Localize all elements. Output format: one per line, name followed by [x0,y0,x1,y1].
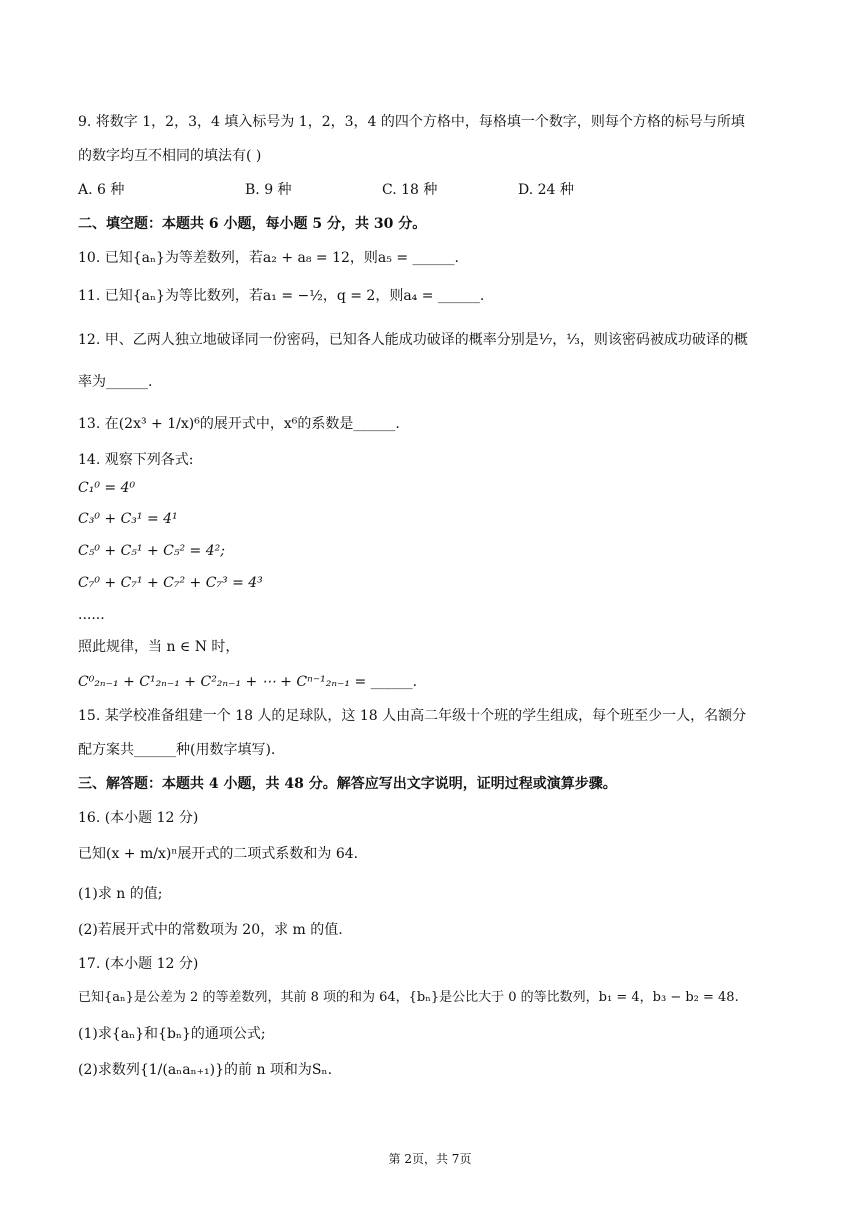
q11: 11. 已知{aₙ}为等比数列，若a₁ = −½，q = 2，则a₄ = ______. [78,288,485,304]
q14-dots: ...... [78,607,105,623]
q9-line2: 的数字均互不相同的填法有( ) [78,148,262,164]
q15-line2: 配方案共______种(用数字填写). [78,742,276,758]
q9-option-c: C. 18 种 [382,182,438,198]
q13: 13. 在(2x³ + 1/x)⁶的展开式中，x⁶的系数是______. [78,416,400,432]
q16-part1: (1)求 n 的值; [78,886,163,902]
q9-line1: 9. 将数字 1，2，3，4 填入标号为 1，2，3，4 的四个方格中，每格填一个数字，则每个方格的标号与所填 [78,114,745,130]
q14-eq2: C₃⁰ + C₃¹ = 4¹ [78,511,178,527]
q14-eq4: C₇⁰ + C₇¹ + C₇² + C₇³ = 4³ [78,575,263,591]
q9-option-a: A. 6 种 [78,182,125,198]
q14-general: C⁰₂ₙ₋₁ + C¹₂ₙ₋₁ + C²₂ₙ₋₁ + ⋯ + Cⁿ⁻¹₂ₙ₋₁ = ______. [78,674,418,690]
q12-line2: 率为______. [78,374,153,390]
q16-part2: (2)若展开式中的常数项为 20，求 m 的值. [78,922,343,938]
q14-rule: 照此规律，当 n ∈ N 时， [78,639,240,655]
q17-header: 17. (本小题 12 分) [78,956,199,972]
q14-eq3: C₅⁰ + C₅¹ + C₅² = 4²; [78,543,225,559]
q17-part2: (2)求数列{1/(aₙaₙ₊₁)}的前 n 项和为Sₙ. [78,1062,333,1078]
q10: 10. 已知{aₙ}为等差数列，若a₂ + a₈ = 12，则a₅ = ______. [78,250,459,266]
q9-option-b: B. 9 种 [245,182,292,198]
q15-line1: 15. 某学校准备组建一个 18 人的足球队，这 18 人由高二年级十个班的学生组成，每个班至少一人，名额分 [78,708,747,724]
q17-stem: 已知{aₙ}是公差为 2 的等差数列，其前 8 项的和为 64，{bₙ}是公比大于 0 的等比数列，b₁ = 4，b₃ − b₂ = 48. [78,990,739,1005]
q16-header: 16. (本小题 12 分) [78,810,199,826]
q17-part1: (1)求{aₙ}和{bₙ}的通项公式; [78,1026,266,1042]
q14-intro: 14. 观察下列各式: [78,452,194,468]
section-3-heading: 三、解答题：本题共 4 小题，共 48 分。解答应写出文字说明，证明过程或演算步骤。 [78,776,617,792]
q16-stem: 已知(x + m/x)ⁿ展开式的二项式系数和为 64. [78,846,359,862]
q9-option-d: D. 24 种 [518,182,574,198]
q12-line1: 12. 甲、乙两人独立地破译同一份密码，已知各人能成功破译的概率分别是⅐，⅓，则该密码被成功破译的概 [78,332,748,348]
section-2-heading: 二、填空题：本题共 6 小题，每小题 5 分，共 30 分。 [78,216,427,232]
q14-eq1: C₁⁰ = 4⁰ [78,480,136,496]
page-footer: 第 2页，共 7页 [388,1152,472,1166]
